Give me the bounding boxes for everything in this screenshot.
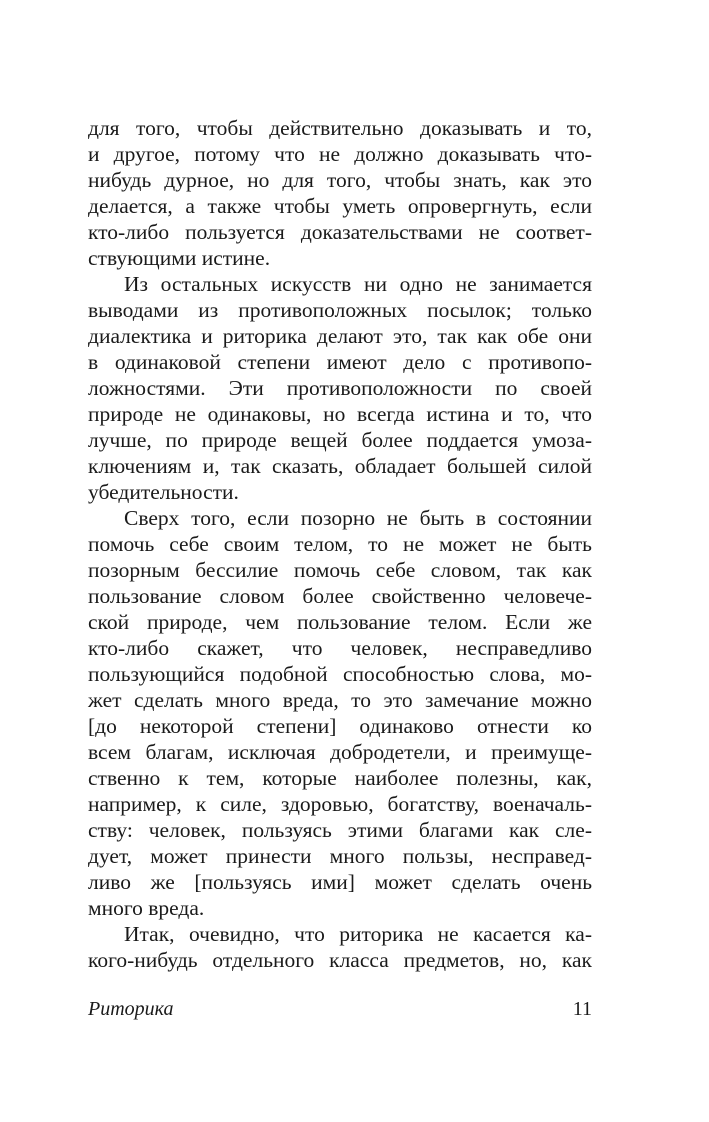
page-number: 11: [572, 998, 592, 1020]
paragraph-first-line: Сверх того, если позорно не быть в состоянии: [124, 506, 592, 530]
text-line: кто-либо скажет, что человек, несправедливо: [88, 636, 592, 660]
text-line: в одинаковой степени имеют дело с противопо-: [88, 350, 592, 374]
text-line: ливо же [пользуясь ими] может сделать очень: [88, 870, 592, 894]
text-line: например, к силе, здоровью, богатству, военачаль-: [88, 792, 592, 816]
text-line: ложностями. Эти противоположности по своей: [88, 376, 592, 400]
text-line: ственно к тем, которые наиболее полезны, как,: [88, 766, 592, 790]
text-line: природе не одинаковы, но всегда истина и то, что: [88, 402, 592, 426]
running-title: Риторика: [88, 998, 174, 1020]
text-line: диалектика и риторика делают это, так как обе они: [88, 324, 592, 348]
text-line: [до некоторой степени] одинаково отнести ко: [88, 714, 592, 738]
text-line: кто-либо пользуется доказательствами не соответ-: [88, 220, 592, 244]
text-line: много вреда.: [88, 896, 205, 920]
text-line: пользующийся подобной способностью слова, мо-: [88, 662, 592, 686]
text-line: нибудь дурное, но для того, чтобы знать, как это: [88, 168, 592, 192]
paragraph-first-line: Из остальных искусств ни одно не занимается: [124, 272, 592, 296]
text-line: для того, чтобы действительно доказывать и то,: [88, 116, 592, 140]
paragraph-first-line: Итак, очевидно, что риторика не касается ка-: [124, 922, 592, 946]
text-line: ствующими истине.: [88, 246, 271, 270]
text-line: всем благам, исключая добродетели, и преимуще-: [88, 740, 592, 764]
text-line: делается, а также чтобы уметь опровергнуть, если: [88, 194, 592, 218]
text-line: ключениям и, так сказать, обладает большей силой: [88, 454, 592, 478]
text-line: пользование словом более свойственно человече-: [88, 584, 592, 608]
text-line: дует, может принести много пользы, несправед-: [88, 844, 592, 868]
text-line: позорным бессилие помочь себе словом, так как: [88, 558, 592, 582]
text-line: выводами из противоположных посылок; только: [88, 298, 592, 322]
text-line: ству: человек, пользуясь этими благами как сле-: [88, 818, 592, 842]
text-line: кого-нибудь отдельного класса предметов, но, как: [88, 948, 592, 972]
text-line: убедительности.: [88, 480, 239, 504]
text-line: лучше, по природе вещей более поддается умоза-: [88, 428, 592, 452]
text-line: помочь себе своим телом, то не может не быть: [88, 532, 592, 556]
text-line: и другое, потому что не должно доказывать что-: [88, 142, 592, 166]
text-line: ской природе, чем пользование телом. Если же: [88, 610, 592, 634]
text-line: жет сделать много вреда, то это замечание можно: [88, 688, 592, 712]
